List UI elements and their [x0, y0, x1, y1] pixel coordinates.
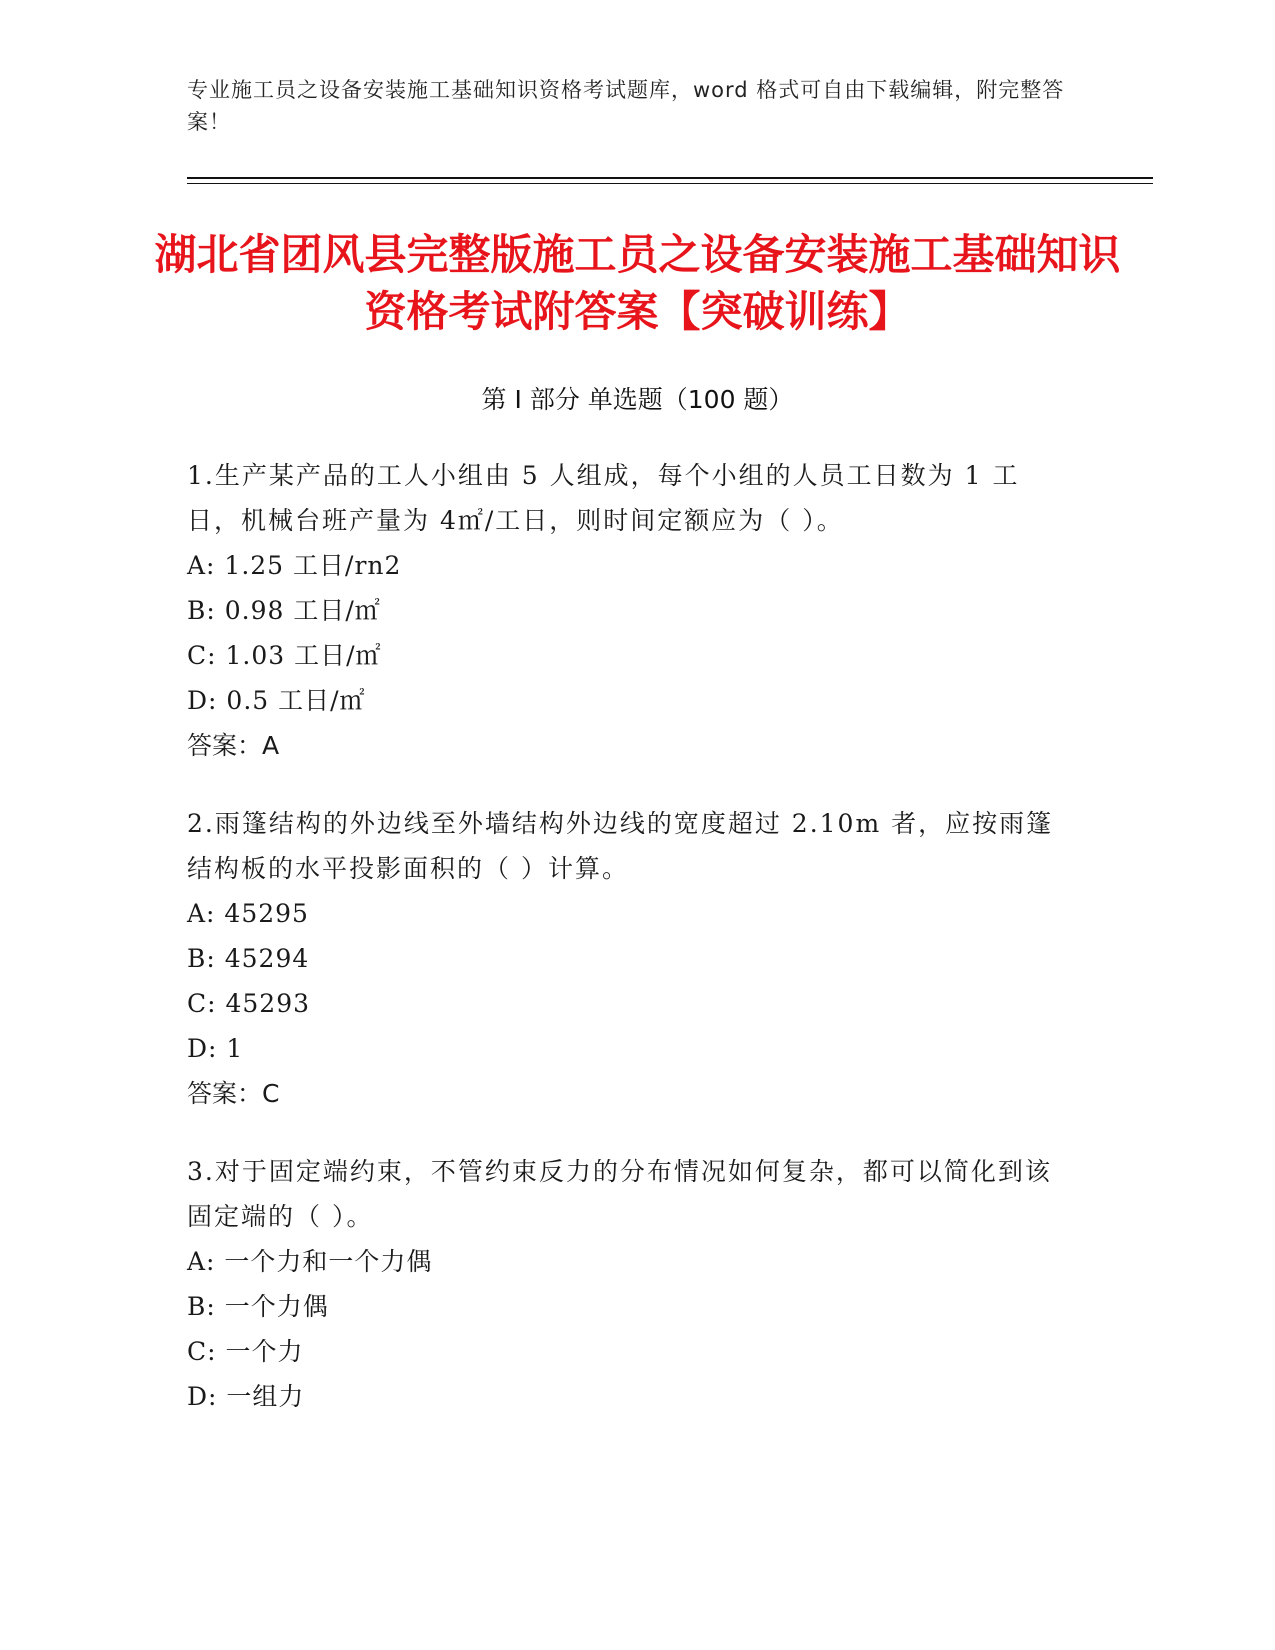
option-c: C: 45293 — [187, 989, 311, 1018]
question-stem: 1.生产某产品的工人小组由 5 人组成，每个小组的人员工日数为 1 工日，机械台班产量为 4㎡/工日，则时间定额应为（ ）。 — [187, 461, 1020, 535]
question-stem: 3.对于固定端约束，不管约束反力的分布情况如何复杂，都可以简化到该固定端的（ ）。 — [187, 1157, 1052, 1231]
option-c: C: 一个力 — [187, 1337, 304, 1366]
option-a: A: 1.25 工日/rn2 — [187, 551, 402, 580]
header-rule-thick — [187, 177, 1153, 179]
option-b: B: 一个力偶 — [187, 1292, 329, 1321]
question-2 — [187, 801, 1067, 1116]
option-d: D: 1 — [187, 1034, 244, 1063]
option-d: D: 0.5 工日/㎡ — [187, 686, 366, 715]
option-b: B: 45294 — [187, 944, 310, 973]
header-note: 专业施工员之设备安装施工基础知识资格考试题库，word 格式可自由下载编辑，附完整答案！ — [187, 78, 1065, 134]
question-1 — [187, 453, 1067, 768]
section-title: 第 I 部分 单选题（100 题） — [481, 385, 794, 414]
answer-label: 答案：A — [187, 731, 280, 760]
question-stem: 2.雨篷结构的外边线至外墙结构外边线的宽度超过 2.10m 者，应按雨篷结构板的水平投影面积的（ ）计算。 — [187, 809, 1054, 883]
question-3 — [187, 1149, 1067, 1419]
header-rule-thin — [187, 183, 1153, 184]
option-b: B: 0.98 工日/㎡ — [187, 596, 381, 625]
answer-label: 答案：C — [187, 1079, 280, 1108]
option-a: A: 一个力和一个力偶 — [187, 1247, 433, 1276]
option-a: A: 45295 — [187, 899, 309, 928]
document-title: 湖北省团风县完整版施工员之设备安装施工基础知识资格考试附答案【突破训练】 — [154, 230, 1121, 336]
option-c: C: 1.03 工日/㎡ — [187, 641, 382, 670]
option-d: D: 一组力 — [187, 1382, 305, 1411]
